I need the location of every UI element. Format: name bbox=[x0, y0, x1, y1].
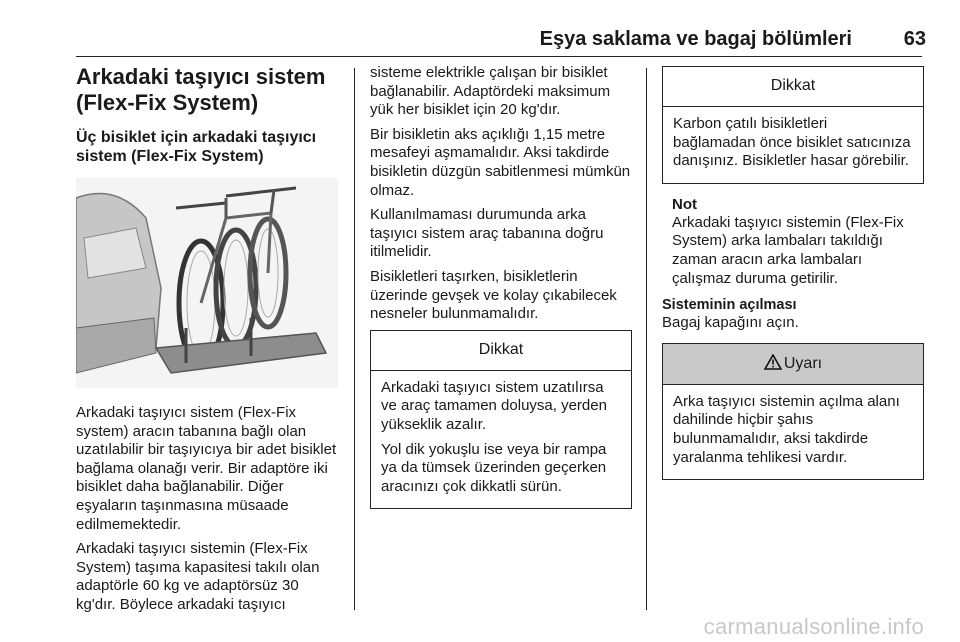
section-heading: Arkadaki taşıyıcı sistem (Flex-Fix System) bbox=[76, 64, 326, 115]
section-subheading: Üç bisiklet için arkadaki taşıyıcı sistem (Flex-Fix System) bbox=[76, 129, 317, 165]
note-title: Not bbox=[672, 195, 697, 213]
warning-box-title: Uyarı bbox=[783, 354, 823, 372]
capacity-paragraph: Arkadaki taşıyıcı sistemin (Flex-Fix System) taşıma kapasitesi takılı olan adaptörle 60 kg ve adaptörsüz 30 kg'dır. Böylece arkadaki taşıyıcı bbox=[76, 540, 320, 613]
caution-box bbox=[370, 330, 632, 510]
opening-heading: Sisteminin açılması bbox=[662, 297, 797, 314]
caution-box-carbon-body bbox=[663, 107, 923, 183]
caution-text-2: Yol dik yokuşlu ise veya bir rampa ya da tümsek üzerinden geçerken aracınızı çok dikkatli sürün. bbox=[381, 440, 607, 495]
storage-paragraph: Kullanılmaması durumunda arka taşıyıcı sistem araç tabanına doğru itilmelidir. bbox=[370, 206, 604, 261]
column-3 bbox=[662, 64, 924, 488]
opening-text: Bagaj kapağını açın. bbox=[662, 314, 799, 332]
note-text: Arkadaki taşıyıcı sistemin (Flex-Fix System) arka lambaları takıldığı zaman aracın arka lambaları çalışmaz duruma getirilir. bbox=[672, 213, 904, 287]
caution-box-body bbox=[371, 371, 631, 509]
column-divider-1 bbox=[354, 68, 355, 610]
warning-text: Arka taşıyıcı sistemin açılma alanı dahilinde hiçbir şahıs bulunmamalıdır, aksi takdirde yaralanma tehlikesi vardır. bbox=[673, 392, 900, 466]
caution-box-carbon bbox=[662, 66, 924, 184]
warning-box-body bbox=[663, 385, 923, 479]
page-header-title: Eşya saklama ve bagaj bölümleri bbox=[539, 28, 852, 50]
bike-carrier-illustration bbox=[76, 178, 338, 388]
column-2 bbox=[370, 64, 632, 517]
note-block bbox=[662, 196, 924, 288]
caution-box-carbon-title: Dikkat bbox=[663, 67, 923, 107]
warning-box-header bbox=[663, 344, 923, 385]
load-paragraph: sisteme elektrikle çalışan bir bisiklet bağlanabilir. Adaptördeki maksimum yük her bisiklet için 20 kg'dır. bbox=[370, 64, 611, 119]
loose-items-paragraph: Bisikletleri taşırken, bisikletlerin üzerinde gevşek ve kolay çıkabilecek nesneler bulunmamalıdır. bbox=[370, 267, 617, 323]
column-divider-2 bbox=[646, 68, 647, 610]
carbon-caution-text: Karbon çatılı bisikletleri bağlamadan önce bisiklet satıcınıza danışınız. Bisikletler hasar görebilir. bbox=[673, 115, 911, 170]
axle-paragraph: Bir bisikletin aks açıklığı 1,15 metre mesafeyi aşmamalıdır. Aksi takdirde bisikletin düzgün sabitlenmesi mümkün olmaz. bbox=[370, 125, 631, 199]
watermark: carmanualsonline.info bbox=[703, 614, 924, 639]
caution-box-title: Dikkat bbox=[371, 331, 631, 371]
header-divider bbox=[76, 56, 922, 57]
caution-text-1: Arkadaki taşıyıcı sistem uzatılırsa ve araç tamamen doluysa, yerden yükseklik azalır. bbox=[381, 378, 607, 433]
warning-triangle-icon bbox=[764, 354, 782, 370]
page-number: 63 bbox=[903, 28, 926, 50]
intro-paragraph: Arkadaki taşıyıcı sistem (Flex-Fix system) aracın tabanına bağlı olan uzatılabilir bir taşıyıcıya bir adet bisiklet bağlama olanağı verir. Bir adaptöre iki bisiklet daha bağlanabilir. Diğer eşyaların taşınmasına müsaade edilmemektedir. bbox=[76, 404, 337, 533]
warning-box bbox=[662, 343, 924, 480]
column-1 bbox=[76, 64, 342, 621]
